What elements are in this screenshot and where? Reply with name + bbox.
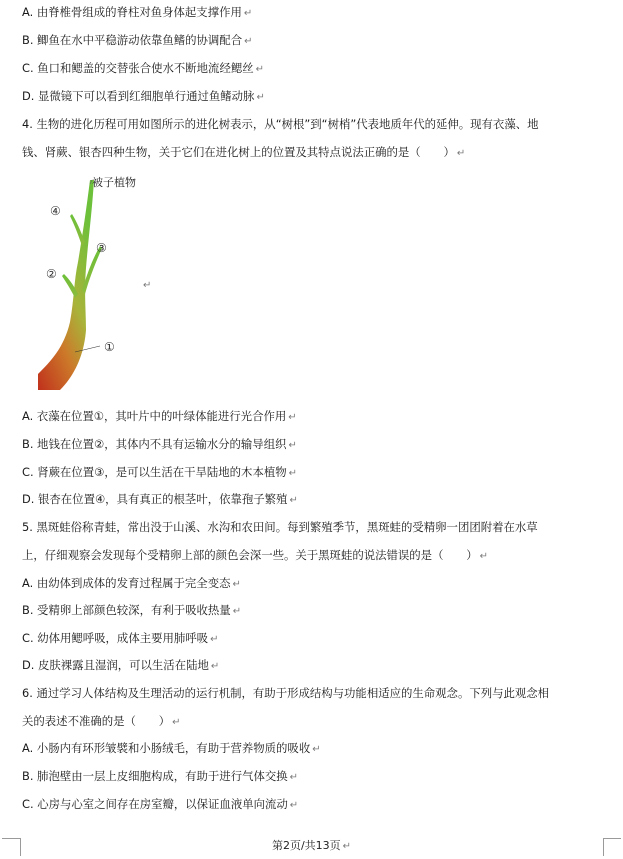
line-text: 钱、肾蕨、银杏四种生物，关于它们在进化树上的位置及其特点说法正确的是（ ）	[22, 145, 455, 159]
text-line-q4-d	[22, 492, 298, 508]
text-line-q5-c	[22, 631, 218, 647]
marker-2: ②	[46, 267, 57, 281]
text-line-q3-d	[22, 89, 265, 105]
text-line-q3-a	[22, 5, 252, 21]
return-mark: ↵	[289, 800, 299, 811]
line-text: B. 肺泡壁由一层上皮细胞构成，有助于进行气体交换	[22, 769, 288, 783]
line-text: 上，仔细观察会发现每个受精卵上部的颜色会深一些。关于黑斑蛙的说法错误的是（ ）	[22, 548, 478, 562]
return-mark: ↵	[288, 468, 298, 479]
return-mark: ↵	[289, 495, 298, 506]
figure-return-mark: ↵	[143, 280, 152, 291]
text-line-q5-d	[22, 658, 219, 674]
text-line-q3-c	[22, 61, 264, 77]
return-mark: ↵	[210, 661, 220, 672]
return-mark: ↵	[288, 440, 297, 451]
line-text: A. 由脊椎骨组成的脊柱对鱼身体起支撑作用	[22, 5, 242, 19]
line-text: B. 地钱在位置②，其体内不具有运输水分的输导组织	[22, 437, 287, 451]
line-text: B. 鲫鱼在水中平稳游动依靠鱼鳍的协调配合	[22, 33, 243, 47]
line-text: C. 心房与心室之间存在房室瓣，以保证血液单向流动	[22, 797, 288, 811]
text-line-q4-c	[22, 465, 297, 481]
return-mark: ↵	[232, 606, 242, 617]
return-mark: ↵	[210, 634, 219, 645]
line-text: D. 显微镜下可以看到红细胞单行通过鱼鳍动脉	[22, 89, 255, 103]
text-line-q6-stem-2	[22, 714, 180, 730]
return-mark: ↵	[312, 744, 321, 755]
page-number: 第2页/共13页	[271, 839, 341, 852]
text-line-q6-b	[22, 769, 298, 785]
text-line-q5-b	[22, 603, 241, 619]
line-text: A. 衣藻在位置①，其叶片中的叶绿体能进行光合作用	[22, 409, 287, 423]
line-text: C. 幼体用鳃呼吸，成体主要用肺呼吸	[22, 631, 209, 645]
line-text: A. 小肠内有环形皱襞和小肠绒毛，有助于营养物质的吸收	[22, 741, 311, 755]
return-mark: ↵	[456, 148, 466, 159]
return-mark: ↵	[232, 579, 241, 590]
line-text: B. 受精卵上部颜色较深，有利于吸收热量	[22, 603, 231, 617]
line-text: 关的表述不准确的是（ ）	[22, 714, 171, 728]
marker-4: ④	[50, 204, 61, 218]
footer-return-mark: ↵	[342, 841, 352, 852]
text-line-q5-stem-2	[22, 548, 488, 564]
line-text: D. 银杏在位置④，具有真正的根茎叶，依靠孢子繁殖	[22, 492, 288, 506]
marker-3: ③	[96, 241, 107, 255]
text-line-q3-b	[22, 33, 252, 49]
return-mark: ↵	[172, 717, 181, 728]
line-text: 5. 黑斑蛙俗称青蛙，常出没于山溪、水沟和农田间。每到繁殖季节，黑斑蛙的受精卵一团团附着在水草	[22, 520, 538, 534]
evolution-tree-figure	[30, 172, 180, 394]
line-text: D. 皮肤裸露且湿润，可以生活在陆地	[22, 658, 209, 672]
line-text: A. 由幼体到成体的发育过程属于完全变态	[22, 576, 231, 590]
page-footer	[0, 837, 623, 853]
text-line-q6-a	[22, 741, 321, 757]
return-mark: ↵	[243, 8, 253, 19]
text-line-q4-stem-2	[22, 145, 465, 161]
line-text: 6. 通过学习人体结构及生理活动的运行机制，有助于形成结构与功能相适应的生命观念。下列与此观念相	[22, 686, 550, 700]
line-text: C. 鱼口和鳃盖的交替张合使水不断地流经鳃丝	[22, 61, 254, 75]
return-mark: ↵	[479, 551, 489, 562]
text-line-q4-stem-1	[22, 117, 539, 131]
line-text: C. 肾蕨在位置③，是可以生活在干旱陆地的木本植物	[22, 465, 287, 479]
return-mark: ↵	[289, 772, 299, 783]
text-line-q6-stem-1	[22, 686, 549, 700]
marker-1: ①	[104, 340, 115, 354]
text-line-q4-b	[22, 437, 297, 453]
text-line-q4-a	[22, 409, 297, 425]
text-line-q5-stem-1	[22, 520, 538, 534]
return-mark: ↵	[256, 92, 265, 103]
tree-label-angiosperm: 被子植物	[92, 176, 136, 189]
text-line-q5-a	[22, 576, 241, 592]
return-mark: ↵	[288, 412, 297, 423]
line-text: 4. 生物的进化历程可用如图所示的进化树表示，从“树根”到“树梢”代表地质年代的延伸。现有衣藻、地	[22, 117, 539, 131]
return-mark: ↵	[255, 64, 265, 75]
text-line-q6-c	[22, 797, 298, 813]
tree-branch-4	[70, 214, 85, 246]
return-mark: ↵	[244, 36, 253, 47]
